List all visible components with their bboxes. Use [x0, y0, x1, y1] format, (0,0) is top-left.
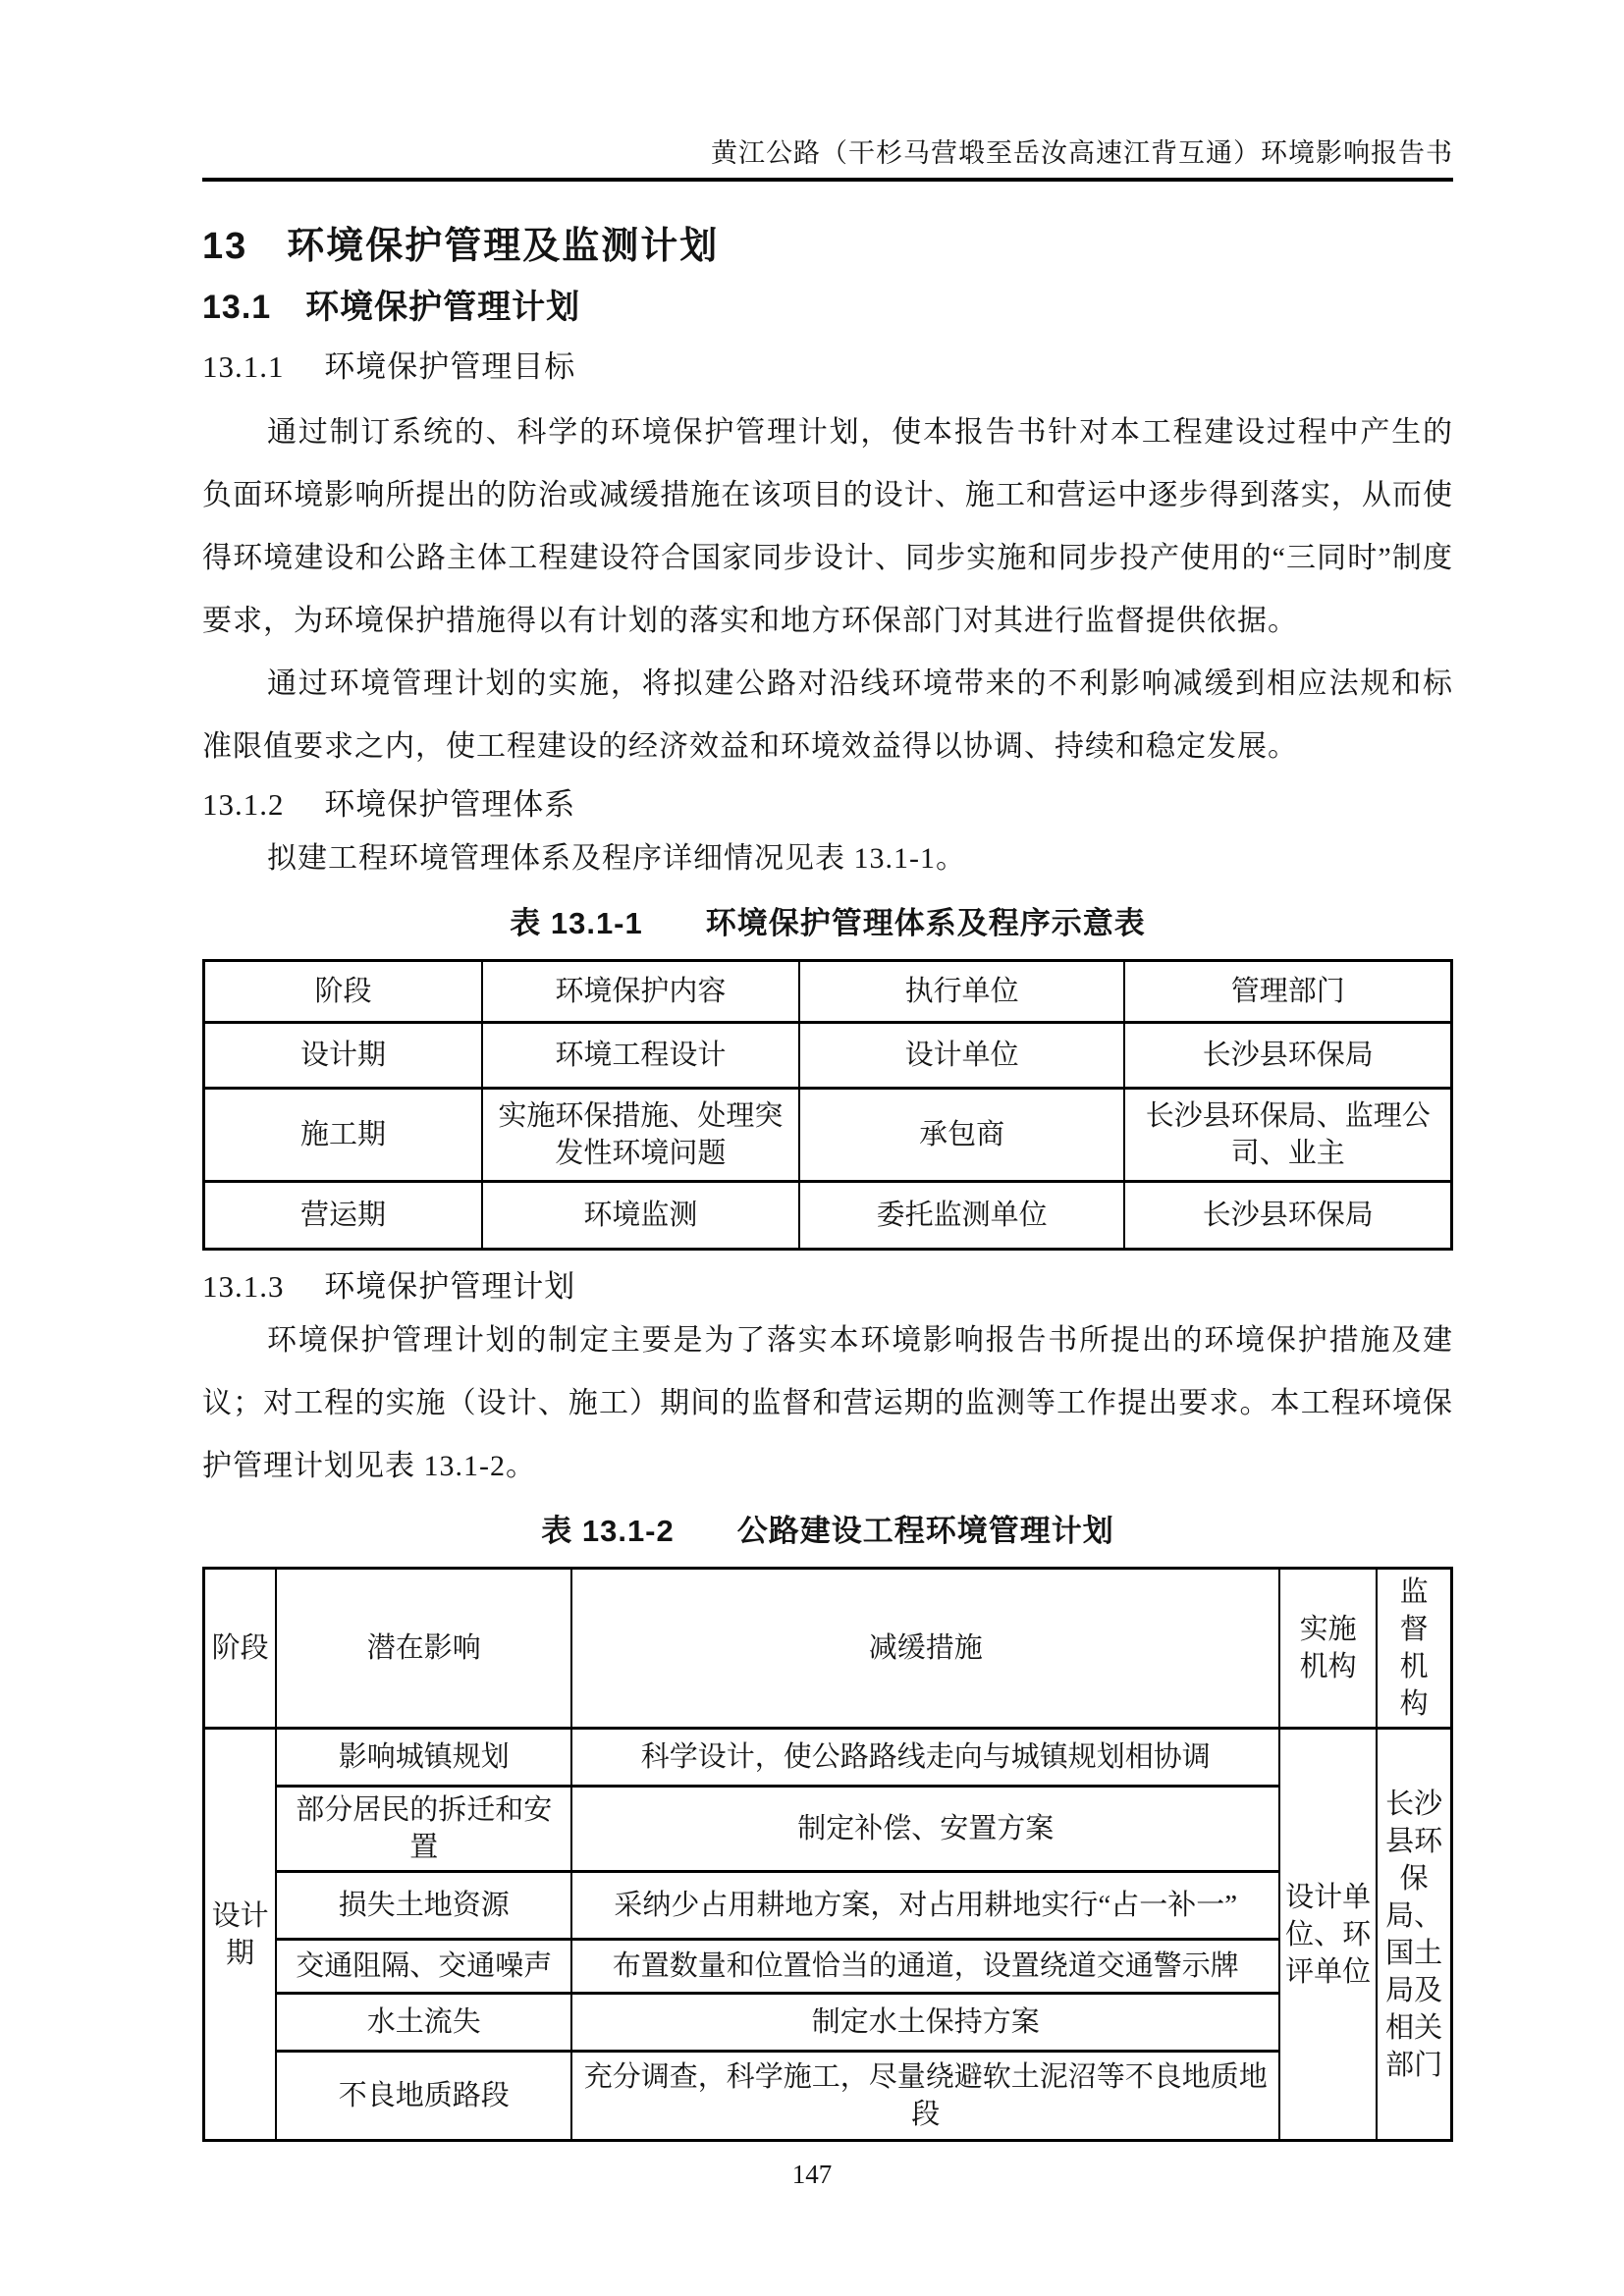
column-header-stage: 阶段: [204, 961, 482, 1023]
table-row: [204, 1872, 1452, 1940]
cell-supervisor: 长沙县环保局、国土局及相关部门: [1377, 1729, 1451, 2141]
cell-content: 环境监测: [482, 1182, 799, 1250]
table-row: [204, 2052, 1452, 2141]
cell-impact: 不良地质路段: [276, 2052, 571, 2141]
column-header-stage: 阶段: [204, 1569, 277, 1729]
table-13-1-1-caption: 表 13.1-1 环境保护管理体系及程序示意表: [510, 906, 1146, 940]
table-row: [204, 1940, 1452, 1994]
column-header-impact: 潜在影响: [276, 1569, 571, 1729]
column-header-content: 环境保护内容: [482, 961, 799, 1023]
paragraph-system-intro: 拟建工程环境管理体系及程序详细情况见表 13.1-1。: [267, 842, 966, 875]
cell-measure: 制定水土保持方案: [571, 1994, 1279, 2052]
cell-measure: 布置数量和位置恰当的通道，设置绕道交通警示牌: [571, 1940, 1279, 1994]
paragraph-management-goal-2: 通过环境管理计划的实施，将拟建公路对沿线环境带来的不利影响减缓到相应法规和标准限值要求之内，使工程建设的经济效益和环境效益得以协调、持续和稳定发展。: [202, 667, 1453, 763]
paragraph-management-goal-1: 通过制订系统的、科学的环境保护管理计划，使本报告书针对本工程建设过程中产生的负面环境影响所提出的防治或减缓措施在该项目的设计、施工和营运中逐步得到落实，从而使得环境建设和公路主体工程建设符合国家同步设计、同步实施和同步投产使用的“三同时”制度要求，为环境保护措施得以有计划的落实和地方环保部门对其进行监督提供依据。: [202, 416, 1453, 637]
cell-measure: 采纳少占用耕地方案，对占用耕地实行“占一补一”: [571, 1872, 1279, 1940]
table-header-row: [204, 961, 1452, 1023]
cell-impact: 交通阻隔、交通噪声: [276, 1940, 571, 1994]
cell-measure: 科学设计，使公路路线走向与城镇规划相协调: [571, 1729, 1279, 1787]
column-header-supervisor: 监督机构: [1377, 1569, 1451, 1729]
table-row: [204, 1787, 1452, 1872]
table-header-row: [204, 1569, 1452, 1729]
cell-stage: 设计期: [204, 1023, 482, 1089]
heading-chapter-13: 13 环境保护管理及监测计划: [202, 226, 720, 267]
column-header-implementer: 实施机构: [1279, 1569, 1377, 1729]
cell-impact: 水土流失: [276, 1994, 571, 2052]
cell-manager: 长沙县环保局: [1124, 1182, 1451, 1250]
cell-content: 环境工程设计: [482, 1023, 799, 1089]
cell-impact: 损失土地资源: [276, 1872, 571, 1940]
cell-implementer: 设计单位、环评单位: [1279, 1729, 1377, 2141]
cell-manager: 长沙县环保局: [1124, 1023, 1451, 1089]
page-header-title: 黄江公路（干杉马营塅至岳汝高速江背互通）环境影响报告书: [711, 138, 1453, 168]
table-13-1-2: [202, 1567, 1453, 2142]
column-header-manager: 管理部门: [1124, 961, 1451, 1023]
heading-13-1: 13.1 环境保护管理计划: [202, 289, 581, 326]
cell-content: 实施环保措施、处理突发性环境问题: [482, 1089, 799, 1182]
cell-stage-design-period: 设计期: [204, 1729, 277, 2141]
cell-impact: 影响城镇规划: [276, 1729, 571, 1787]
cell-manager: 长沙县环保局、监理公司、业主: [1124, 1089, 1451, 1182]
column-header-executor: 执行单位: [799, 961, 1125, 1023]
cell-executor: 承包商: [799, 1089, 1125, 1182]
page-number: 147: [791, 2160, 833, 2189]
table-13-1-1: [202, 959, 1453, 1251]
heading-13-1-1: 13.1.1 环境保护管理目标: [202, 349, 576, 384]
cell-impact: 部分居民的拆迁和安置: [276, 1787, 571, 1872]
table-13-1-2-caption: 表 13.1-2 公路建设工程环境管理计划: [541, 1514, 1114, 1548]
cell-measure: 充分调查，科学施工，尽量绕避软土泥沼等不良地质地段: [571, 2052, 1279, 2141]
table-row-design: [204, 1023, 1452, 1089]
cell-measure: 制定补偿、安置方案: [571, 1787, 1279, 1872]
cell-executor: 委托监测单位: [799, 1182, 1125, 1250]
column-header-measure: 减缓措施: [571, 1569, 1279, 1729]
table-row: [204, 1729, 1452, 1787]
table-row-operation: [204, 1182, 1452, 1250]
table-row: [204, 1994, 1452, 2052]
table-row-construction: [204, 1089, 1452, 1182]
page-header: [202, 0, 1453, 182]
cell-stage: 施工期: [204, 1089, 482, 1182]
cell-stage: 营运期: [204, 1182, 482, 1250]
cell-executor: 设计单位: [799, 1023, 1125, 1089]
paragraph-plan-intro: 环境保护管理计划的制定主要是为了落实本环境影响报告书所提出的环境保护措施及建议；对工程的实施（设计、施工）期间的监督和营运期的监测等工作提出要求。本工程环境保护管理计划见表 13.1-2。: [202, 1324, 1453, 1482]
heading-13-1-3: 13.1.3 环境保护管理计划: [202, 1269, 576, 1304]
heading-13-1-2: 13.1.2 环境保护管理体系: [202, 787, 576, 822]
